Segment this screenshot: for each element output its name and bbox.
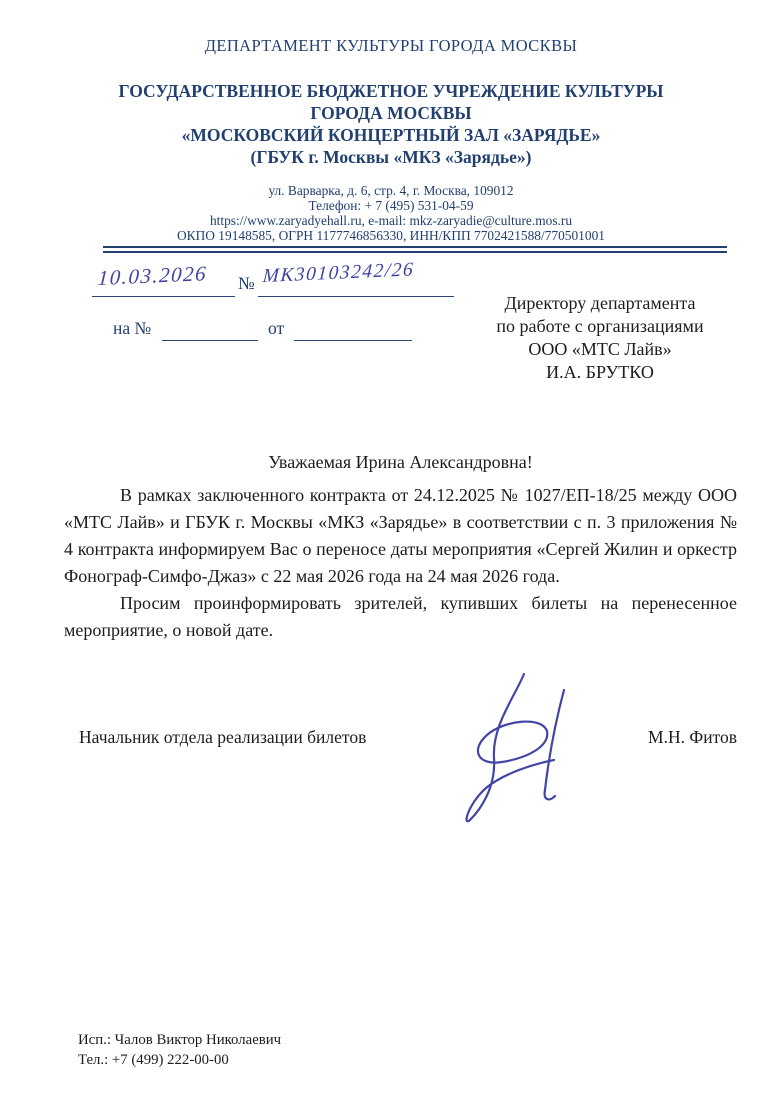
body-paragraph-2: Просим проинформировать зрителей, купивших билеты на перенесенное мероприятие, о новой дате. (64, 593, 737, 640)
postal-address: ул. Варварка, д. 6, стр. 4, г. Москва, 109012 (268, 183, 514, 198)
organization-name (0, 80, 782, 168)
addressee-name: И.А. БРУТКО (546, 362, 654, 382)
reply-to-label: на № (113, 318, 152, 338)
signer-name: М.Н. Фитов (648, 727, 737, 747)
date-underline (92, 296, 235, 297)
addressee-block (468, 292, 732, 384)
handwritten-date: 10.03.2026 (97, 261, 208, 290)
number-sign: № (238, 273, 255, 293)
department-title: ДЕПАРТАМЕНТ КУЛЬТУРЫ ГОРОДА МОСКВЫ (204, 36, 578, 55)
addressee-company: ООО «МТС Лайв» (528, 339, 672, 359)
addressee-department: по работе с организациями (496, 316, 704, 336)
executor-name: Исп.: Чалов Виктор Николаевич (78, 1032, 282, 1048)
letterhead-divider (103, 246, 727, 253)
addressee-position: Директору департамента (504, 293, 696, 313)
reply-date-underline (294, 340, 412, 341)
handwritten-signature-ink (452, 658, 587, 838)
salutation: Уважаемая Ирина Александровна! (268, 452, 533, 472)
org-phone: Телефон: + 7 (495) 531-04-59 (308, 198, 474, 213)
registration-numbers: ОКПО 19148585, ОГРН 1177746856330, ИНН/КПП 7702421588/770501001 (177, 228, 605, 243)
executor-phone: Тел.: +7 (499) 222-00-00 (78, 1051, 229, 1068)
reply-from-label: от (268, 318, 285, 338)
handwritten-number: МК30103242/26 (262, 259, 415, 287)
reply-number-underline (162, 340, 258, 341)
website-email: https://www.zaryadyehall.ru, e-mail: mkz-zaryadie@culture.mos.ru (209, 213, 573, 228)
body-paragraph-1: В рамках заключенного контракта от 24.12.2025 № 1027/ЕП-18/25 между ООО «МТС Лайв» и ГБУК г. Москвы «МКЗ «Зарядье» в соответствии с п. 3 приложения № 4 контракта информируем Вас о переносе даты мероприятия «Сергей Жилин и оркестр Фонограф-Симфо-Джаз» с 22 мая 2026 года на 24 мая 2026 года. (64, 485, 737, 586)
executor-block (78, 1031, 281, 1070)
contact-block (0, 183, 782, 243)
number-underline (258, 296, 454, 297)
letterhead (0, 36, 782, 243)
org-line-1: ГОСУДАРСТВЕННОЕ БЮДЖЕТНОЕ УЧРЕЖДЕНИЕ КУЛЬТУРЫ (118, 81, 664, 101)
org-line-3: «МОСКОВСКИЙ КОНЦЕРТНЫЙ ЗАЛ «ЗАРЯДЬЕ» (181, 125, 601, 145)
org-line-4: (ГБУК г. Москвы «МКЗ «Зарядье») (250, 147, 532, 167)
org-line-2: ГОРОДА МОСКВЫ (310, 103, 472, 123)
signer-position-title: Начальник отдела реализации билетов (79, 727, 367, 747)
letter-body (64, 482, 737, 644)
